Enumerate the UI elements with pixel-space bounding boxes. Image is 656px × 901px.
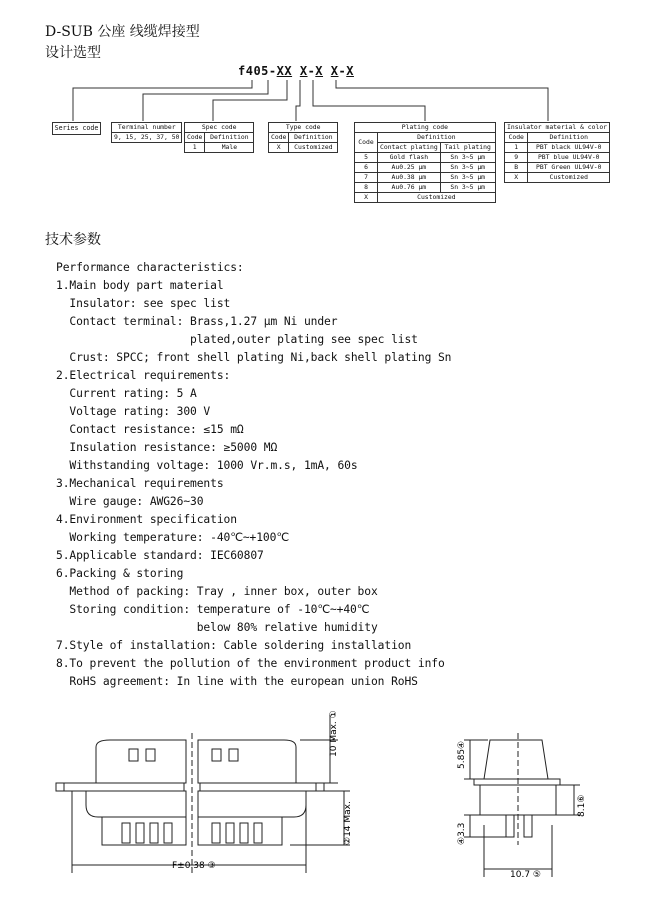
col-code: Code [505,133,528,143]
spec-code-table [184,122,254,153]
part-code-sep: - [268,64,277,78]
part-code-sep: - [307,64,316,78]
cell: 8 [355,183,378,193]
spec-code-value: 1 [185,143,205,153]
series-code-box: Series code [52,122,101,135]
terminal-number-label: Terminal number [112,123,182,133]
type-code-value: X [269,143,289,153]
col-code: Code [269,133,289,143]
spec-line: Method of packing: Tray , inner box, outer box [56,585,378,598]
spec-line: Working temperature: -40℃~+100℃ [56,531,289,544]
spec-line: Contact terminal: Brass,1.27 μm Ni under [56,315,338,328]
spec-line: Current rating: 5 A [56,387,197,400]
part-code-x2: X [315,64,324,78]
page-title: D-SUB 公座 线缆焊接型 [45,24,200,40]
table-row [355,193,496,203]
spec-line: 7.Style of installation: Cable soldering installation [56,639,412,652]
dim-label-f: F±0.38 ③ [172,861,216,871]
spec-line: below 80% relative humidity [56,621,378,634]
spec-line: 3.Mechanical requirements [56,477,224,490]
section-title-selection: 设计选型 [45,45,101,61]
spec-line: 4.Environment specification [56,513,237,526]
spec-line: Crust: SPCC; front shell plating Ni,back shell plating Sn [56,351,452,364]
cell: Sn 3~5 μm [440,163,495,173]
spec-code-def: Male [205,143,254,153]
cell: B [505,163,528,173]
cell: PBT black UL94V-0 [528,143,610,153]
insulator-code-table [504,122,610,183]
cell: 6 [355,163,378,173]
cell: Au0.38 μm [378,173,441,183]
col-definition: Definition [378,133,496,143]
cell: Au0.76 μm [378,183,441,193]
table-row [505,173,610,183]
table-row [355,183,496,193]
spec-line: 6.Packing & storing [56,567,184,580]
table-row [505,163,610,173]
spec-line: 8.To prevent the pollution of the environment product info [56,657,445,670]
spec-line: 5.Applicable standard: IEC60807 [56,549,264,562]
table-row [355,153,496,163]
part-code-x1: X [299,64,308,78]
cell: Au0.25 μm [378,163,441,173]
col-code: Code [355,133,378,153]
type-code-def: Customized [289,143,338,153]
cell: PBT blue UL94V-0 [528,153,610,163]
spec-line: RoHS agreement: In line with the european union RoHS [56,675,418,688]
cell: Sn 3~5 μm [440,153,495,163]
spec-line: Storing condition: temperature of -10℃~+40℃ [56,603,370,616]
spec-line: Contact resistance: ≤15 mΩ [56,423,244,436]
dim-label-81: 8.1⑥ [577,794,587,817]
table-row [505,153,610,163]
dim-label-max10: 10 Max. ① [329,710,339,757]
part-code-x4: X [346,64,354,78]
table-row [355,163,496,173]
code-connector-lines [0,0,656,130]
dim-label-107: 10.7 ⑤ [510,870,541,880]
cell: 9 [505,153,528,163]
spec-code-label: Spec code [185,123,254,133]
spec-line: plated,outer plating see spec list [56,333,418,346]
cell: Customized [528,173,610,183]
cell: X [355,193,378,203]
col-code: Code [185,133,205,143]
cell: PBT Green UL94V-0 [528,163,610,173]
spec-line: Voltage rating: 300 V [56,405,211,418]
section-title-tech: 技术参数 [45,232,101,248]
col-tail-plating: Tail plating [440,143,495,153]
cell: X [505,173,528,183]
cell: Gold flash [378,153,441,163]
cell: Sn 3~5 μm [440,183,495,193]
part-code-sep: - [338,64,347,78]
side-view-drawing [430,705,630,901]
part-code-xx: XX [276,64,293,78]
terminal-number-values: 9, 15, 25, 37, 50 [112,133,182,143]
cell: Customized [378,193,496,203]
cell: 7 [355,173,378,183]
col-definition: Definition [205,133,254,143]
dim-label-33: ④3.3 [457,822,467,845]
col-definition: Definition [528,133,610,143]
table-row [505,143,610,153]
spec-line: 2.Electrical requirements: [56,369,231,382]
plating-code-table [354,122,496,203]
spec-line: Withstanding voltage: 1000 Vr.m.s, 1mA, 60s [56,459,358,472]
spec-line: Wire gauge: AWG26~30 [56,495,204,508]
cell: Sn 3~5 μm [440,173,495,183]
dim-label-max14: ②14 Max. [343,801,353,845]
col-contact-plating: Contact plating [378,143,441,153]
type-code-label: Type code [269,123,338,133]
spec-line: Insulation resistance: ≥5000 MΩ [56,441,278,454]
part-code-x3: X [330,64,339,78]
table-row [355,173,496,183]
dim-label-585: 5.85④ [457,740,467,769]
part-code-prefix: f405 [238,64,269,78]
spec-line: 1.Main body part material [56,279,224,292]
insulator-code-label: Insulator material & color [505,123,610,133]
cell: 5 [355,153,378,163]
terminal-number-table [111,122,182,143]
col-definition: Definition [289,133,338,143]
spec-line: Insulator: see spec list [56,297,231,310]
type-code-table [268,122,338,153]
spec-line: Performance characteristics: [56,261,244,274]
cell: 1 [505,143,528,153]
plating-code-label: Plating code [355,123,496,133]
